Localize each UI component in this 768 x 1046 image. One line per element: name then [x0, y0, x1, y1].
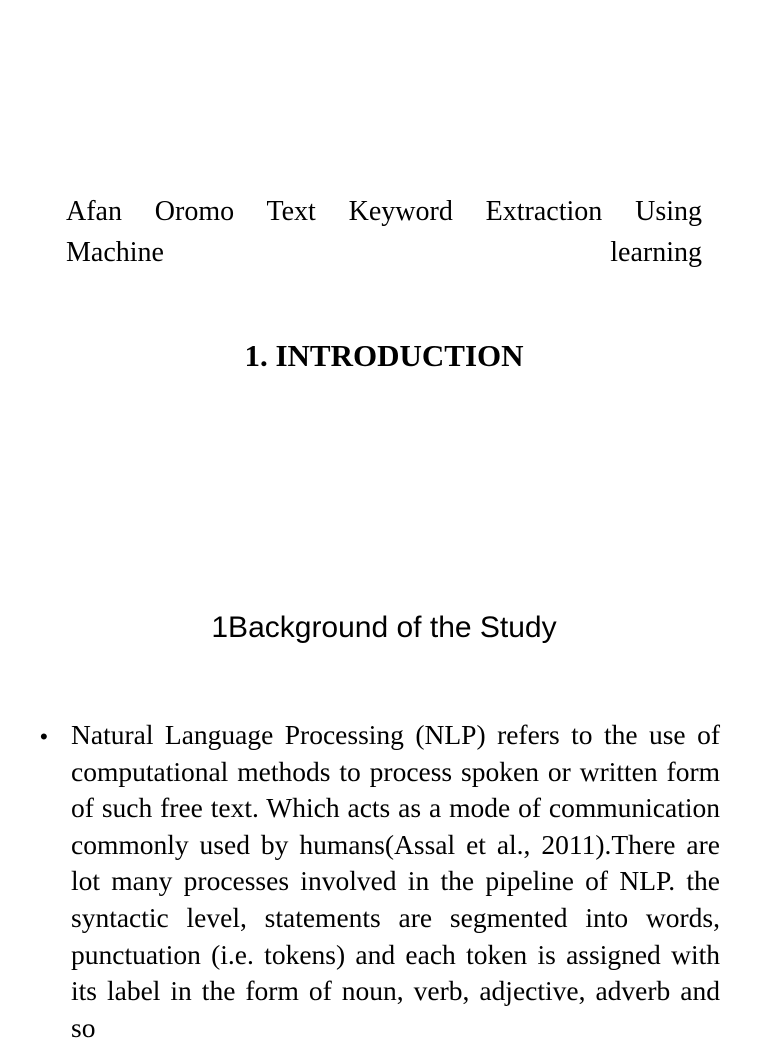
bullet-text: Natural Language Processing (NLP) refers to the use of computational methods to process spoken or written form of such free text. Which acts as a mode of communication commonly used by humans(Assal et al., 2011).There are lot many processes involved in the pipeline of NLP. the syntactic level, statements are segmented into words, punctuation (i.e. tokens) and each token is assigned with its label in the form of noun, verb, adjective, adverb and so: [71, 719, 720, 1043]
title-slide: [0, 0, 768, 512]
bullet-icon: •: [40, 724, 48, 749]
section-heading: 1. INTRODUCTION: [244, 338, 524, 373]
document-title: [66, 191, 702, 273]
content-slide: [0, 512, 768, 1043]
list-item: [40, 717, 720, 1046]
bullet-list: [40, 717, 720, 1046]
document-title-line-1: Afan Oromo Text Keyword Extraction Using: [66, 196, 702, 227]
document-title-line-2: Machine learning: [66, 237, 702, 268]
slide-title: 1Background of the Study: [211, 611, 557, 644]
